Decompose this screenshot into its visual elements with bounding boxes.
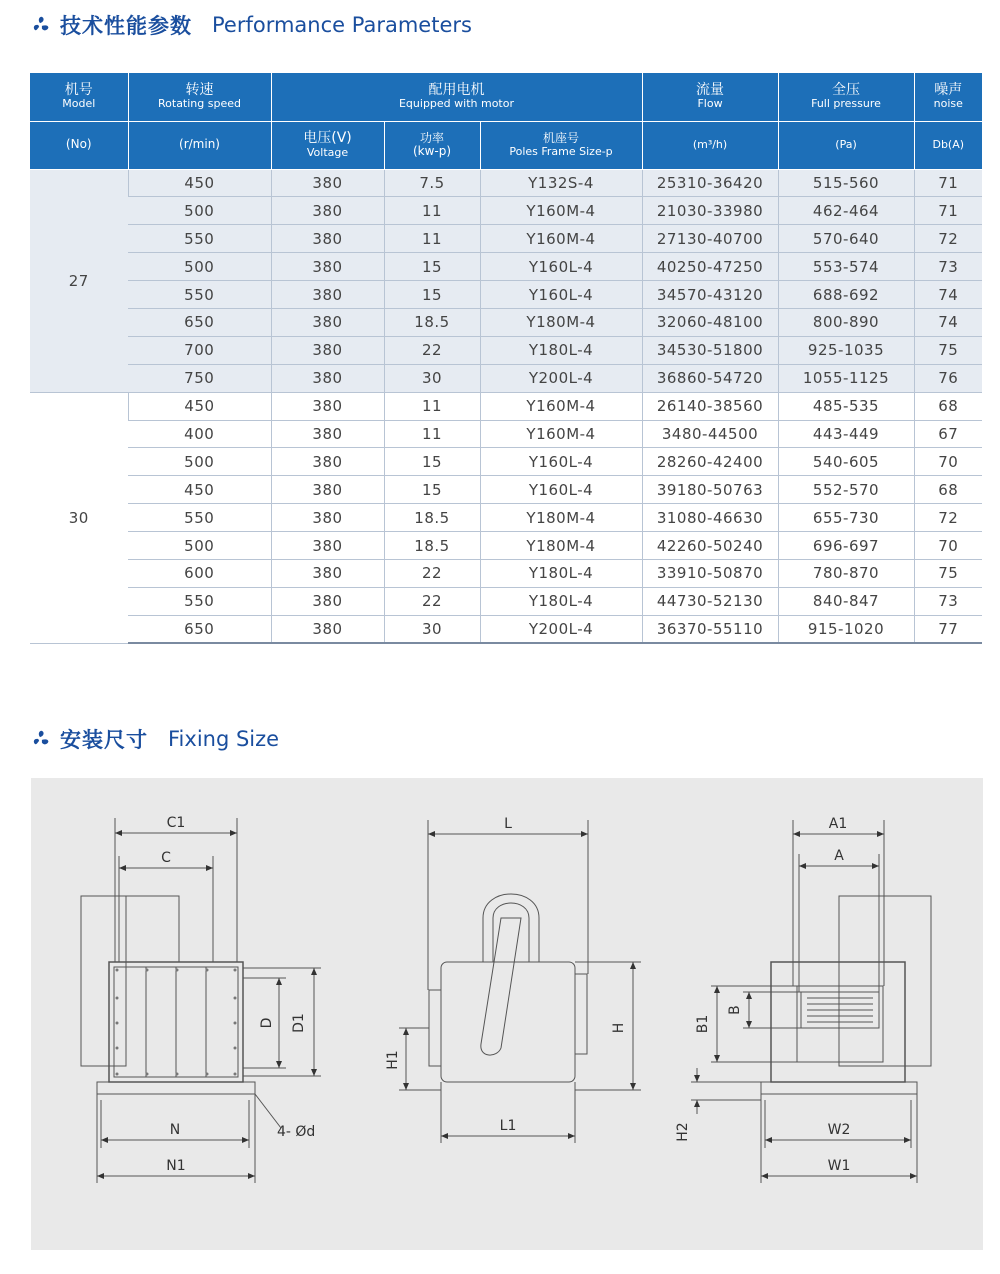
header-flow-unit: (m³/h) [642,121,778,169]
pressure-cell: 840-847 [778,587,914,615]
pressure-cell: 443-449 [778,420,914,448]
pressure-cell: 800-890 [778,308,914,336]
pressure-cell: 925-1035 [778,336,914,364]
section-title-en: Fixing Size [168,727,280,751]
frame-cell: Y200L-4 [480,364,642,392]
header-speed: 转速 Rotating speed [128,73,271,121]
table-row [30,615,982,643]
inlet-view [691,820,931,1183]
power-cell: 30 [384,615,480,643]
table-row [30,448,982,476]
frame-cell: Y160L-4 [480,448,642,476]
flow-cell: 32060-48100 [642,308,778,336]
frame-cell: Y160M-4 [480,225,642,253]
noise-cell: 77 [914,615,982,643]
fan-logo-icon [30,14,52,36]
header-noise: 噪声 noise [914,73,982,121]
dimension-drawing [31,778,983,1250]
noise-cell: 67 [914,420,982,448]
label-w2: W2 [827,1122,851,1138]
noise-cell: 72 [914,225,982,253]
header-model: 机号 Model [30,73,128,121]
label-h1: H1 [385,1050,401,1070]
flow-cell: 36860-54720 [642,364,778,392]
noise-cell: 71 [914,169,982,197]
header-model-unit: (No) [30,121,128,169]
flow-cell: 27130-40700 [642,225,778,253]
table-row [30,281,982,309]
header-motor: 配用电机 Equipped with motor [271,73,642,121]
power-cell: 11 [384,392,480,420]
flow-cell: 40250-47250 [642,253,778,281]
voltage-cell: 380 [271,587,384,615]
power-cell: 30 [384,364,480,392]
pressure-cell: 688-692 [778,281,914,309]
voltage-cell: 380 [271,504,384,532]
label-l1: L1 [499,1118,517,1134]
frame-cell: Y180L-4 [480,587,642,615]
speed-cell: 650 [128,615,271,643]
flow-cell: 36370-55110 [642,615,778,643]
fixing-size-diagram [31,778,983,1250]
frame-cell: Y160M-4 [480,197,642,225]
section-title-performance [30,10,472,40]
frame-cell: Y200L-4 [480,615,642,643]
noise-cell: 73 [914,253,982,281]
label-l: L [504,816,512,832]
noise-cell: 68 [914,392,982,420]
voltage-cell: 380 [271,281,384,309]
power-cell: 22 [384,559,480,587]
label-h: H [611,1022,627,1034]
flow-cell: 31080-46630 [642,504,778,532]
pressure-cell: 570-640 [778,225,914,253]
frame-cell: Y180L-4 [480,559,642,587]
side-view [399,820,641,1143]
speed-cell: 550 [128,225,271,253]
flow-cell: 28260-42400 [642,448,778,476]
speed-cell: 600 [128,559,271,587]
frame-cell: Y180L-4 [480,336,642,364]
noise-cell: 70 [914,448,982,476]
performance-table [30,73,982,644]
label-n: N [169,1122,181,1138]
table-row [30,364,982,392]
flow-cell: 33910-50870 [642,559,778,587]
header-pressure-unit: (Pa) [778,121,914,169]
table-row [30,420,982,448]
speed-cell: 450 [128,169,271,197]
pressure-cell: 780-870 [778,559,914,587]
pressure-cell: 553-574 [778,253,914,281]
speed-cell: 650 [128,308,271,336]
header-power: 功率 (kw-p) [384,121,480,169]
noise-cell: 74 [914,308,982,336]
label-w1: W1 [827,1158,851,1174]
voltage-cell: 380 [271,448,384,476]
section-title-en: Performance Parameters [212,13,472,37]
flow-cell: 34570-43120 [642,281,778,309]
label-hole: 4- Ød [277,1124,316,1140]
speed-cell: 550 [128,504,271,532]
section-title-fixing-size [30,724,279,754]
header-flow: 流量 Flow [642,73,778,121]
label-b: B [727,1005,743,1015]
header-pressure: 全压 Full pressure [778,73,914,121]
pressure-cell: 485-535 [778,392,914,420]
voltage-cell: 380 [271,559,384,587]
voltage-cell: 380 [271,420,384,448]
header-speed-unit: (r/min) [128,121,271,169]
performance-table-body [30,169,982,643]
table-row [30,225,982,253]
pressure-cell: 696-697 [778,532,914,560]
frame-cell: Y180M-4 [480,504,642,532]
frame-cell: Y132S-4 [480,169,642,197]
power-cell: 18.5 [384,504,480,532]
flow-cell: 34530-51800 [642,336,778,364]
pressure-cell: 552-570 [778,476,914,504]
table-row [30,253,982,281]
noise-cell: 74 [914,281,982,309]
noise-cell: 72 [914,504,982,532]
frame-cell: Y160L-4 [480,253,642,281]
speed-cell: 500 [128,197,271,225]
table-row [30,587,982,615]
flow-cell: 25310-36420 [642,169,778,197]
voltage-cell: 380 [271,476,384,504]
power-cell: 18.5 [384,532,480,560]
pressure-cell: 462-464 [778,197,914,225]
header-noise-unit: Db(A) [914,121,982,169]
noise-cell: 73 [914,587,982,615]
flow-cell: 44730-52130 [642,587,778,615]
pressure-cell: 1055-1125 [778,364,914,392]
label-d1: D1 [291,1013,307,1033]
model-cell: 30 [30,392,128,643]
label-b1: B1 [695,1014,711,1034]
speed-cell: 750 [128,364,271,392]
table-row [30,169,982,197]
section-title-zh: 技术性能参数 [60,14,192,38]
table-row [30,476,982,504]
table-row [30,308,982,336]
power-cell: 11 [384,197,480,225]
speed-cell: 550 [128,587,271,615]
voltage-cell: 380 [271,532,384,560]
table-row [30,336,982,364]
fan-logo-icon [30,728,52,750]
voltage-cell: 380 [271,225,384,253]
flow-cell: 39180-50763 [642,476,778,504]
speed-cell: 450 [128,392,271,420]
pressure-cell: 540-605 [778,448,914,476]
speed-cell: 450 [128,476,271,504]
voltage-cell: 380 [271,615,384,643]
speed-cell: 500 [128,253,271,281]
header-frame: 机座号 Poles Frame Size-p [480,121,642,169]
power-cell: 22 [384,336,480,364]
power-cell: 15 [384,448,480,476]
power-cell: 22 [384,587,480,615]
speed-cell: 500 [128,448,271,476]
label-a1: A1 [828,816,848,832]
table-row [30,532,982,560]
header-voltage: 电压(V) Voltage [271,121,384,169]
speed-cell: 500 [128,532,271,560]
speed-cell: 400 [128,420,271,448]
label-h2: H2 [675,1122,691,1142]
label-c: C [161,850,171,866]
flow-cell: 26140-38560 [642,392,778,420]
frame-cell: Y160L-4 [480,281,642,309]
table-row [30,504,982,532]
table-row [30,392,982,420]
power-cell: 7.5 [384,169,480,197]
frame-cell: Y160M-4 [480,392,642,420]
flow-cell: 3480-44500 [642,420,778,448]
model-cell: 27 [30,169,128,392]
noise-cell: 76 [914,364,982,392]
power-cell: 11 [384,225,480,253]
flow-cell: 42260-50240 [642,532,778,560]
frame-cell: Y180M-4 [480,532,642,560]
section-title-zh: 安装尺寸 [60,728,148,752]
frame-cell: Y160M-4 [480,420,642,448]
frame-cell: Y180M-4 [480,308,642,336]
table-row [30,197,982,225]
voltage-cell: 380 [271,392,384,420]
label-n1: N1 [166,1158,186,1174]
label-d: D [259,1017,275,1029]
noise-cell: 75 [914,336,982,364]
voltage-cell: 380 [271,197,384,225]
label-c1: C1 [166,815,186,831]
noise-cell: 68 [914,476,982,504]
power-cell: 15 [384,281,480,309]
label-a: A [834,848,844,864]
flow-cell: 21030-33980 [642,197,778,225]
voltage-cell: 380 [271,169,384,197]
table-row [30,559,982,587]
pressure-cell: 655-730 [778,504,914,532]
power-cell: 15 [384,476,480,504]
noise-cell: 71 [914,197,982,225]
pressure-cell: 915-1020 [778,615,914,643]
frame-cell: Y160L-4 [480,476,642,504]
speed-cell: 700 [128,336,271,364]
power-cell: 15 [384,253,480,281]
pressure-cell: 515-560 [778,169,914,197]
voltage-cell: 380 [271,253,384,281]
power-cell: 18.5 [384,308,480,336]
noise-cell: 70 [914,532,982,560]
speed-cell: 550 [128,281,271,309]
voltage-cell: 380 [271,364,384,392]
noise-cell: 75 [914,559,982,587]
voltage-cell: 380 [271,308,384,336]
voltage-cell: 380 [271,336,384,364]
power-cell: 11 [384,420,480,448]
